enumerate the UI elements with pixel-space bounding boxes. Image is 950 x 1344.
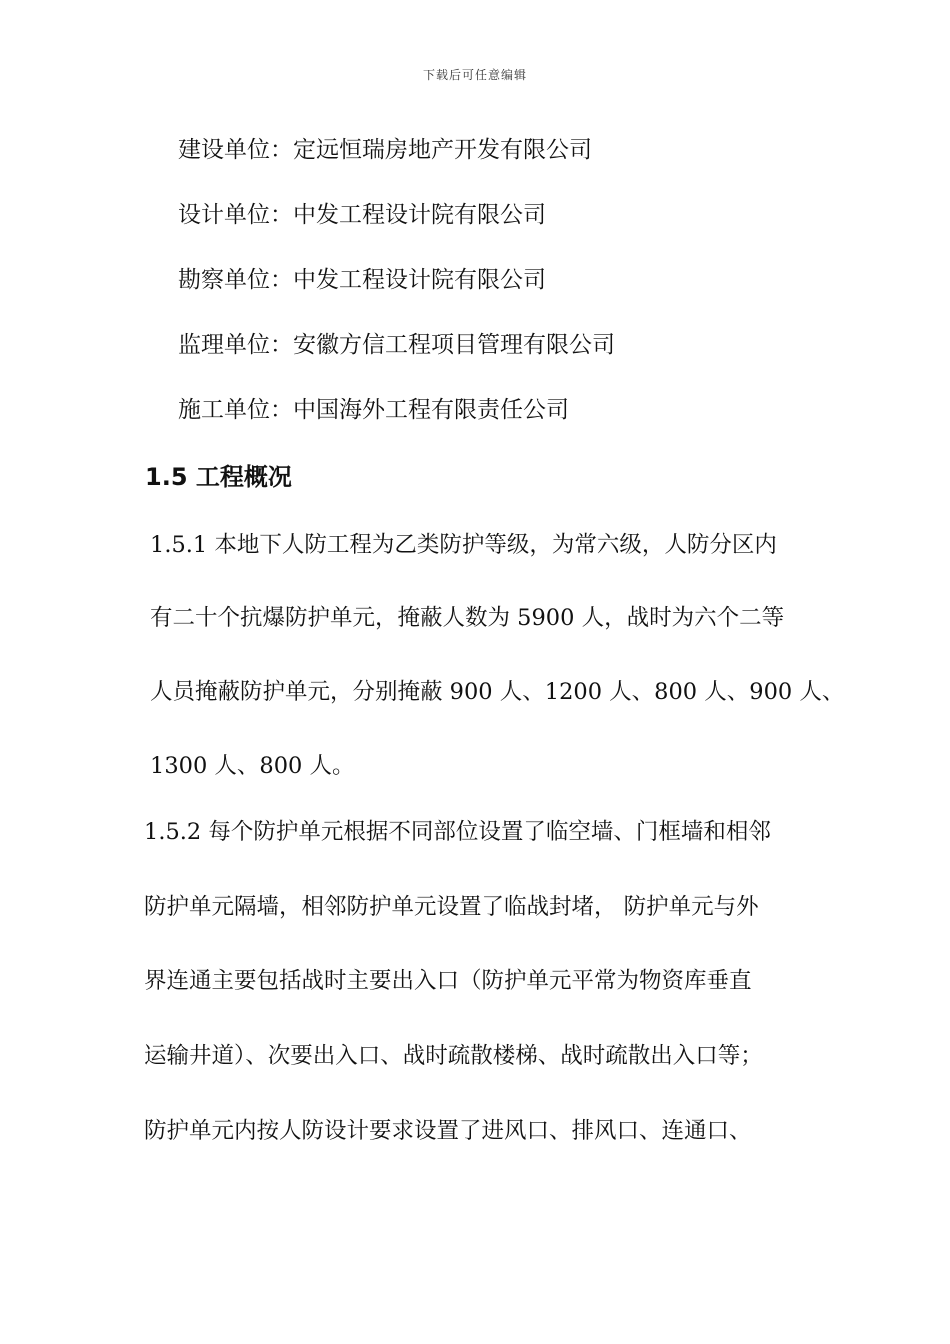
party-label: 设计单位： — [178, 202, 293, 228]
paragraph-2-line: 防护单元内按人防设计要求设置了进风口、排风口、连通口、 — [144, 1118, 752, 1144]
party-label: 施工单位： — [178, 397, 293, 423]
paragraph-1-line: 1.5.1 本地下人防工程为乙类防护等级，为常六级，人防分区内 — [150, 532, 777, 558]
party-line-survey — [178, 265, 546, 295]
paragraph-2-line: 界连通主要包括战时主要出入口（防护单元平常为物资库垂直 — [144, 968, 752, 994]
party-value: 安徽方信工程项目管理有限公司 — [293, 332, 615, 358]
paragraph-1-line: 1300 人、800 人。 — [150, 753, 355, 779]
party-label: 建设单位： — [178, 137, 293, 163]
party-line-supervision — [178, 330, 615, 360]
party-value: 中国海外工程有限责任公司 — [293, 397, 569, 423]
paragraph-2-line: 运输井道）、次要出入口、战时疏散楼梯、战时疏散出入口等； — [144, 1043, 763, 1069]
party-value: 中发工程设计院有限公司 — [293, 202, 546, 228]
party-line-contractor — [178, 395, 569, 425]
paragraph-2-line: 防护单元隔墙，相邻防护单元设置了临战封堵， 防护单元与外 — [144, 894, 759, 920]
party-value: 定远恒瑞房地产开发有限公司 — [293, 137, 592, 163]
header-note: 下载后可任意编辑 — [422, 68, 527, 82]
party-line-construction — [178, 135, 592, 165]
party-value: 中发工程设计院有限公司 — [293, 267, 546, 293]
section-heading: 1.5 工程概况 — [145, 463, 292, 491]
paragraph-1-line: 人员掩蔽防护单元，分别掩蔽 900 人、1200 人、800 人、900 人、 — [150, 679, 845, 705]
party-line-design — [178, 200, 546, 230]
party-label: 监理单位： — [178, 332, 293, 358]
party-label: 勘察单位： — [178, 267, 293, 293]
paragraph-2-line: 1.5.2 每个防护单元根据不同部位设置了临空墙、门框墙和相邻 — [144, 819, 771, 845]
paragraph-1-line: 有二十个抗爆防护单元，掩蔽人数为 5900 人，战时为六个二等 — [150, 605, 785, 631]
